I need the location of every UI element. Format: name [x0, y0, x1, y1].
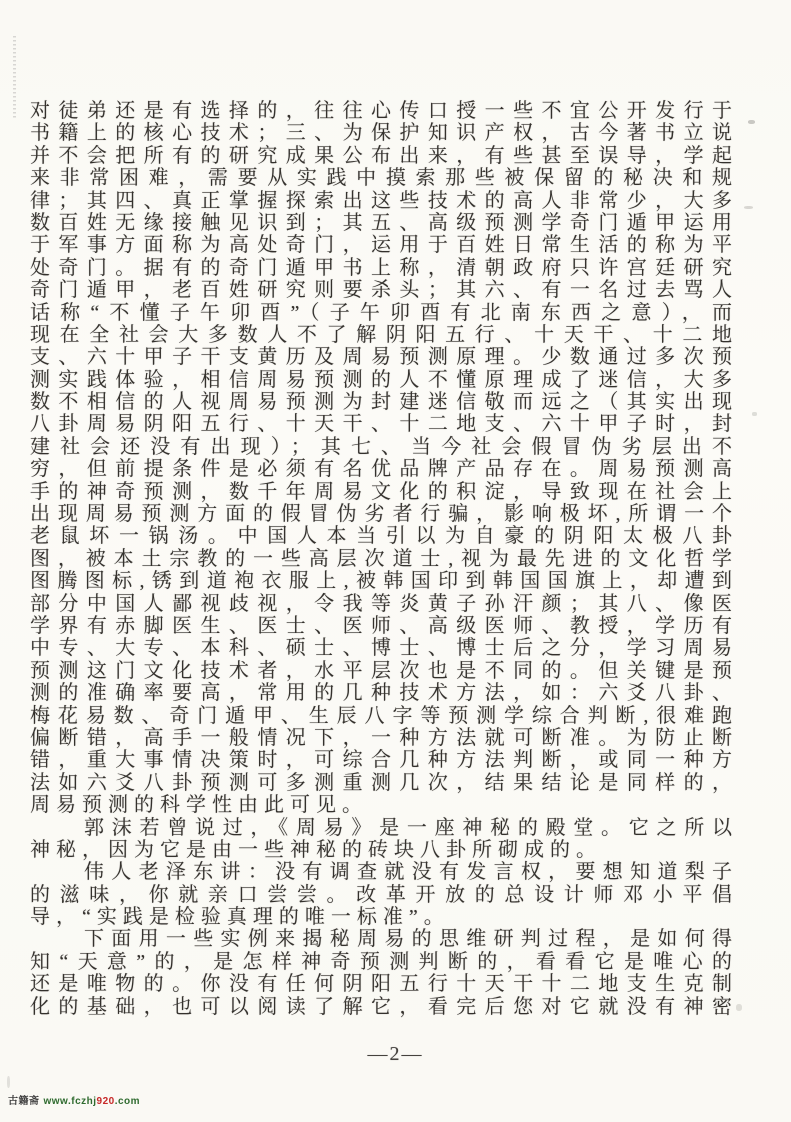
- body-line: 建社会还没有出现）；其七、当今社会假冒伪劣层出不: [30, 435, 738, 458]
- body-line: 老鼠坏一锅汤。中国人本当引以为自豪的阴阳太极八卦: [30, 525, 738, 548]
- body-line: 穷，但前提条件是必须有名优品牌产品存在。周易预测高: [30, 458, 738, 481]
- body-line: 支、六十甲子干支黄历及周易预测原理。少数通过多次预: [30, 346, 738, 369]
- body-line: 部分中国人鄙视歧视，令我等炎黄子孙汗颜；其八、像医: [30, 592, 738, 615]
- watermark-url-prefix: www.fczhj: [43, 1096, 97, 1107]
- body-line: 预测这门文化技术者，水平层次也是不同的。但关键是预: [30, 659, 738, 682]
- scan-speck: [748, 120, 755, 124]
- body-line: 学界有赤脚医生、医士、医师、高级医师、教授，学历有: [30, 614, 738, 637]
- body-line: 出现周易预测方面的假冒伪劣者行骗，影响极坏,所谓一个: [30, 503, 738, 526]
- body-line: 来非常困难，需要从实践中摸索那些被保留的秘决和规: [30, 167, 738, 190]
- watermark-url-suffix: .com: [114, 1096, 141, 1107]
- body-line: 还是唯物的。你没有任何阴阳五行十天干十二地支生克制: [30, 973, 738, 996]
- body-line: 对徒弟还是有选择的，往往心传口授一些不宜公开发行于: [30, 100, 738, 122]
- scan-speck: [744, 206, 753, 209]
- body-line: 法如六爻八卦预测可多测重测几次，结果结论是同样的，: [30, 771, 738, 794]
- body-line: 知“天意”的，是怎样神奇预测判断的，看看它是唯心的: [30, 950, 738, 973]
- body-line: 并不会把所有的研究成果公布出来，有些甚至误导，学起: [30, 144, 738, 167]
- body-line: 图，被本土宗教的一些高层次道士,视为最先进的文化哲学: [30, 547, 738, 570]
- body-line: 数百姓无缘接触见识到；其五、高级预测学奇门遁甲运用: [30, 211, 738, 234]
- body-line: 于军事方面称为高处奇门，运用于百姓日常生活的称为平: [30, 234, 738, 257]
- body-line: 奇门遁甲，老百姓研究则要杀头；其六、有一名过去骂人: [30, 279, 738, 302]
- body-line: 偏断错，高手一般情况下，一种方法就可断准。为防止断: [30, 726, 738, 749]
- body-line: 郭沫若曾说过，《周易》是一座神秘的殿堂。它之所以: [84, 816, 738, 839]
- body-line: 化的基础，也可以阅读了解它，看完后您对它就没有神密: [30, 995, 738, 1018]
- scan-speck: [752, 412, 757, 416]
- body-line: 错，重大事情决策时，可综合几种方法判断，或同一种方: [30, 749, 738, 772]
- body-line: 手的神奇预测，数千年周易文化的积淀，导致现在社会上: [30, 480, 738, 503]
- body-line: 神秘，因为它是由一些神秘的砖块八卦所砌成的。: [30, 838, 602, 861]
- body-line: 现在全社会大多数人不了解阴阳五行、十天干、十二地: [30, 323, 738, 346]
- body-line: 中专、大专、本科、硕士、博士、博士后之分，学习周易: [30, 637, 738, 660]
- body-line: 的滋味，你就亲口尝尝。改革开放的总设计师邓小平倡: [30, 883, 738, 906]
- watermark: [8, 1092, 140, 1107]
- body-line: 伟人老泽东讲：没有调查就没有发言权，要想知道梨子: [84, 861, 738, 884]
- body-line: 下面用一些实例来揭秘周易的思维研判过程，是如何得: [84, 928, 738, 951]
- body-line: 话称“不懂子午卯酉”（子午卯酉有北南东西之意），而: [30, 301, 738, 324]
- body-line: 处奇门。据有的奇门遁甲书上称，清朝政府只许宫廷研究: [30, 256, 738, 279]
- body-line: 图腾图标,锈到道袍衣服上,被韩国印到韩国国旗上，却遭到: [30, 570, 738, 593]
- body-line: 律；其四、真正掌握探索出这些技术的高人非常少，大多: [30, 189, 738, 212]
- body-line: 书籍上的核心技术；三、为保护知识产权，古今著书立说: [30, 122, 738, 145]
- page-body: [30, 100, 738, 1018]
- body-line: 测实践体验，相信周易预测的人不懂原理成了迷信，大多: [30, 368, 738, 391]
- scan-edge-artifact: [13, 36, 16, 120]
- body-line: 梅花易数、奇门遁甲、生辰八字等预测学综合判断,很难跑: [30, 704, 738, 727]
- body-line: 数不相信的人视周易预测为封建迷信敬而远之（其实出现: [30, 391, 738, 414]
- body-line: 八卦周易阴阳五行、十天干、十二地支、六十甲子时，封: [30, 413, 738, 436]
- body-line: 导，“实践是检验真理的唯一标准”。: [30, 906, 450, 929]
- watermark-url-number: 920: [96, 1096, 115, 1107]
- body-line: 测的准确率要高，常用的几种技术方法，如：六爻八卦、: [30, 682, 738, 705]
- watermark-site-name: 古籍斋: [8, 1096, 40, 1107]
- scan-speck: [7, 1076, 10, 1088]
- body-line: 周易预测的科学性由此可见。: [30, 794, 368, 817]
- page-number: —2—: [367, 1043, 424, 1065]
